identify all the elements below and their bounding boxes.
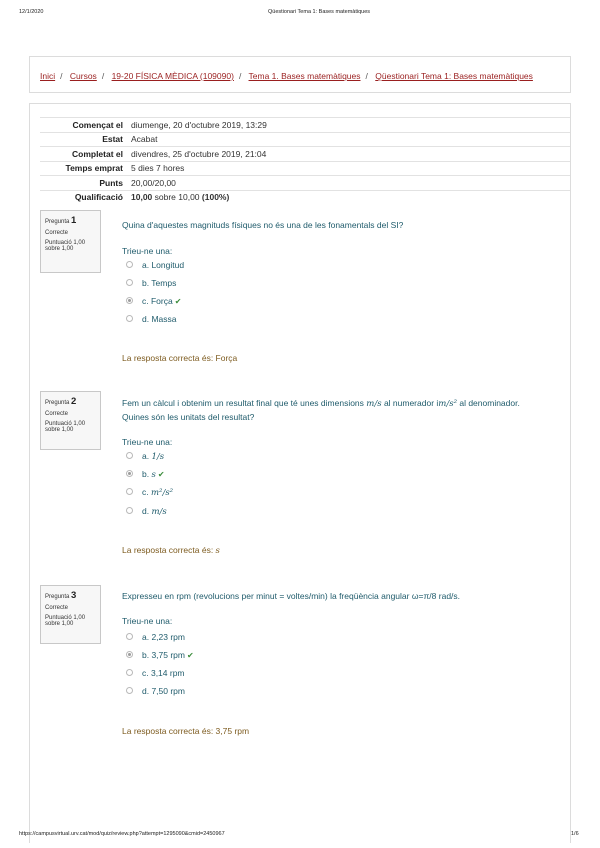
print-page-number: 1/6	[571, 831, 579, 837]
question-prompt-3: Trieu-ne una:	[122, 616, 173, 626]
correct-answer-3: La resposta correcta és: 3,75 rpm	[122, 726, 250, 736]
question-prompt-2: Trieu-ne una:	[122, 437, 173, 447]
print-url: https://campusvirtual.urv.cat/mod/quiz/review.php?attempt=1295090&cmid=2450967	[19, 831, 225, 837]
summary-row-grade: Qualificació 10,00 sobre 10,00 (100%)	[40, 190, 570, 204]
option-3a[interactable]: a. 2,23 rpm	[126, 632, 185, 642]
radio-icon[interactable]	[126, 633, 133, 640]
option-2b[interactable]: b. s ✔	[126, 469, 165, 480]
question-number: 3	[71, 590, 77, 601]
breadcrumb-courses-link[interactable]: Cursos	[69, 71, 97, 81]
correct-answer-2: La resposta correcta és: s	[122, 545, 220, 556]
correct-answer-1: La resposta correcta és: Força	[122, 353, 238, 363]
option-2d[interactable]: d. m/s	[126, 506, 167, 517]
grade-value: 10,00	[131, 192, 153, 203]
breadcrumb-quiz-link[interactable]: Qüestionari Tema 1: Bases matemàtiques	[375, 71, 533, 81]
quiz-review-panel	[29, 103, 571, 843]
option-1b[interactable]: b. Temps	[126, 278, 176, 288]
breadcrumb: Inici / Cursos / 19-20 FÍSICA MÈDICA (109090) / Tema 1. Bases matemàtiques / Qüestionari Tema 1: Bases matemàtiques	[29, 56, 571, 93]
question-info-1: Pregunta 1 Correcte Puntuació 1,00 sobre 1,00	[40, 210, 101, 273]
option-2a[interactable]: a. 1/s	[126, 451, 164, 462]
option-2c[interactable]: c. m²/s²	[126, 487, 173, 498]
question-state: Correcte	[45, 230, 69, 236]
check-icon: ✔	[187, 651, 194, 660]
question-score: Puntuació 1,00 sobre 1,00	[45, 421, 86, 433]
option-1c[interactable]: c. Força ✔	[126, 296, 181, 306]
radio-selected-icon[interactable]	[126, 651, 133, 658]
summary-row-started: Començat el diumenge, 20 d'octubre 2019, 13:29	[40, 118, 570, 133]
option-1d[interactable]: d. Massa	[126, 314, 177, 324]
summary-row-state: Estat Acabat	[40, 132, 570, 147]
question-score: Puntuació 1,00 sobre 1,00	[45, 240, 86, 252]
option-3d[interactable]: d. 7,50 rpm	[126, 686, 185, 696]
question-text-2: Fem un càlcul i obtenim un resultat final que té unes dimensions m/s al numerador im/s² al denominador. Quines són les unitats del resultat?	[122, 398, 520, 422]
breadcrumb-home-link[interactable]: Inici	[40, 71, 56, 81]
radio-selected-icon[interactable]	[126, 470, 133, 477]
question-number: 2	[71, 396, 77, 407]
question-info-3: Pregunta 3 Correcte Puntuació 1,00 sobre 1,00	[40, 585, 101, 644]
print-date: 12/1/2020	[19, 9, 44, 15]
radio-icon[interactable]	[126, 452, 133, 459]
question-number: 1	[71, 215, 77, 226]
grade-percent: (100%)	[201, 192, 230, 203]
question-state: Correcte	[45, 605, 69, 611]
summary-row-completed: Completat el divendres, 25 d'octubre 2019, 21:04	[40, 147, 570, 162]
question-state: Correcte	[45, 411, 69, 417]
breadcrumb-course-link[interactable]: 19-20 FÍSICA MÈDICA (109090)	[111, 71, 234, 81]
option-3b[interactable]: b. 3,75 rpm ✔	[126, 650, 194, 660]
breadcrumb-topic-link[interactable]: Tema 1. Bases matemàtiques	[248, 71, 361, 81]
radio-icon[interactable]	[126, 261, 133, 268]
option-3c[interactable]: c. 3,14 rpm	[126, 668, 185, 678]
radio-icon[interactable]	[126, 507, 133, 514]
radio-icon[interactable]	[126, 687, 133, 694]
question-text-1: Quina d'aquestes magnituds físiques no és una de les fonamentals del SI?	[122, 220, 404, 230]
radio-selected-icon[interactable]	[126, 297, 133, 304]
radio-icon[interactable]	[126, 488, 133, 495]
attempt-summary-table	[40, 117, 570, 204]
summary-row-marks: Punts 20,00/20,00	[40, 176, 570, 191]
option-1a[interactable]: a. Longitud	[126, 260, 184, 270]
question-text-3: Expresseu en rpm (revolucions per minut = voltes/min) la freqüència angular ω=π/8 rad/s.	[122, 591, 461, 601]
check-icon: ✔	[157, 470, 165, 479]
question-score: Puntuació 1,00 sobre 1,00	[45, 615, 86, 627]
print-title: Qüestionari Tema 1: Bases matemàtiques	[268, 9, 371, 15]
summary-row-time: Temps emprat 5 dies 7 hores	[40, 161, 570, 176]
radio-icon[interactable]	[126, 279, 133, 286]
radio-icon[interactable]	[126, 669, 133, 676]
question-prompt-1: Trieu-ne una:	[122, 246, 173, 256]
question-info-2: Pregunta 2 Correcte Puntuació 1,00 sobre 1,00	[40, 391, 101, 450]
radio-icon[interactable]	[126, 315, 133, 322]
check-icon: ✔	[174, 297, 182, 306]
